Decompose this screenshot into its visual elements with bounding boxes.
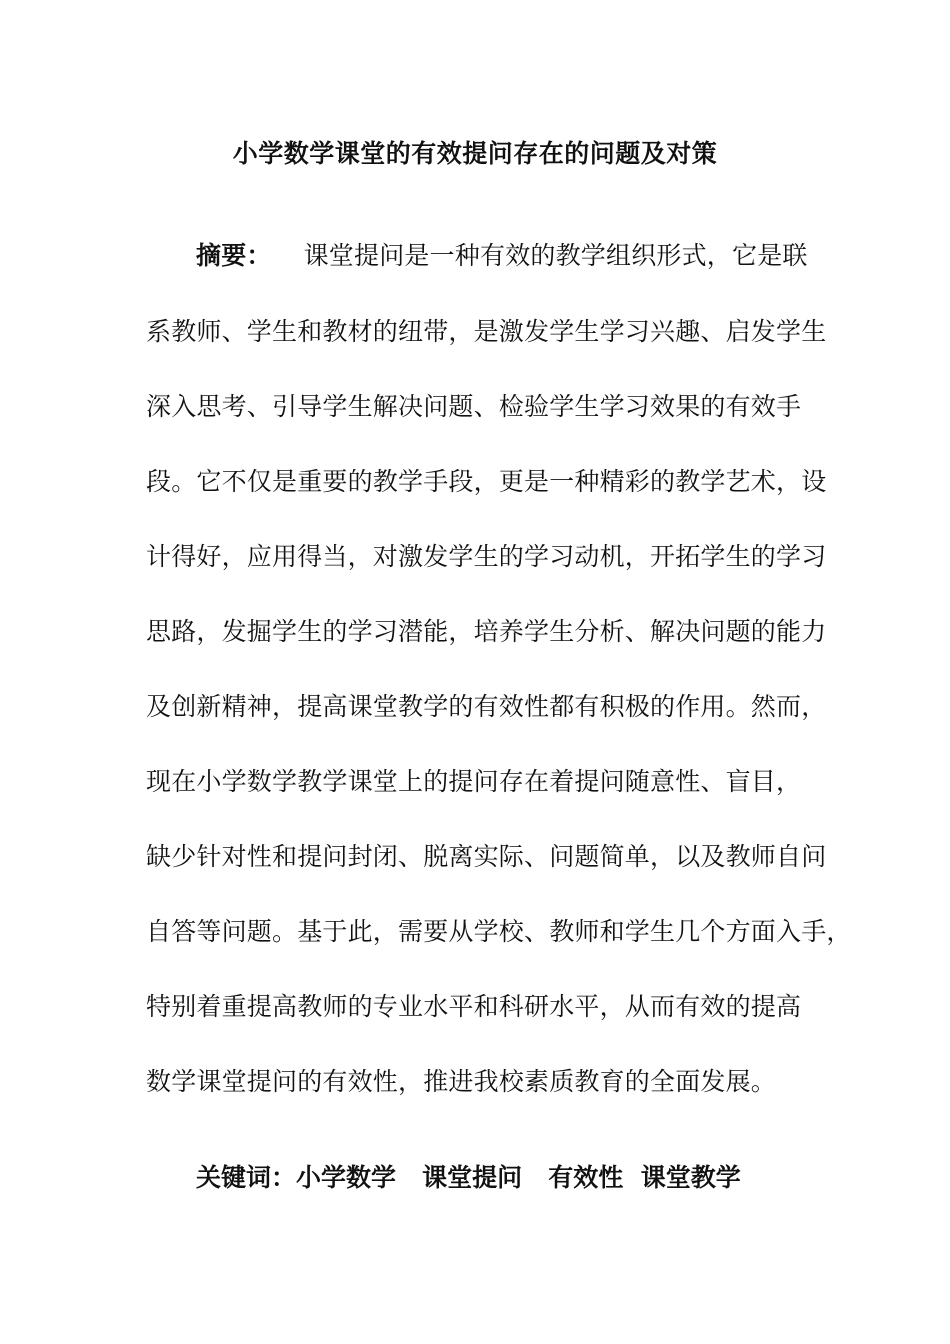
abstract-line: 缺少针对性和提问封闭、脱离实际、问题简单，以及教师自问 xyxy=(146,842,827,871)
keyword: 小学数学 xyxy=(296,1163,397,1192)
abstract-line: 段。它不仅是重要的教学手段，更是一种精彩的教学艺术，设 xyxy=(146,467,827,496)
keywords-line xyxy=(196,1158,741,1194)
abstract-line: 计得好，应用得当，对激发学生的学习动机，开拓学生的学习 xyxy=(146,542,827,571)
abstract-line: 及创新精神，提高课堂教学的有效性都有积极的作用。然而， xyxy=(146,692,827,721)
abstract-line: 特别着重提高教师的专业水平和科研水平，从而有效的提高 xyxy=(146,992,802,1021)
abstract-first-line xyxy=(196,236,808,272)
abstract-line: 自答等问题。基于此，需要从学校、教师和学生几个方面入手， xyxy=(146,917,852,946)
abstract-line: 现在小学数学教学课堂上的提问存在着提问随意性、盲目， xyxy=(146,767,802,796)
abstract-line: 思路，发掘学生的学习潜能，培养学生分析、解决问题的能力 xyxy=(146,617,827,646)
abstract-line: 系教师、学生和教材的纽带，是激发学生学习兴趣、启发学生 xyxy=(146,317,827,346)
abstract-line: 课堂提问是一种有效的教学组织形式，它是联 xyxy=(303,241,808,270)
keyword: 课堂提问 xyxy=(422,1163,523,1192)
keywords-label: 关键词： xyxy=(196,1163,297,1192)
keyword: 课堂教学 xyxy=(640,1163,741,1192)
abstract-line: 数学课堂提问的有效性，推进我校素质教育的全面发展。 xyxy=(146,1067,777,1096)
abstract-line: 深入思考、引导学生解决问题、检验学生学习效果的有效手 xyxy=(146,392,802,421)
keyword: 有效性 xyxy=(548,1163,624,1192)
abstract-label: 摘要： xyxy=(196,241,272,270)
document-title: 小学数学课堂的有效提问存在的问题及对策 xyxy=(232,139,718,168)
